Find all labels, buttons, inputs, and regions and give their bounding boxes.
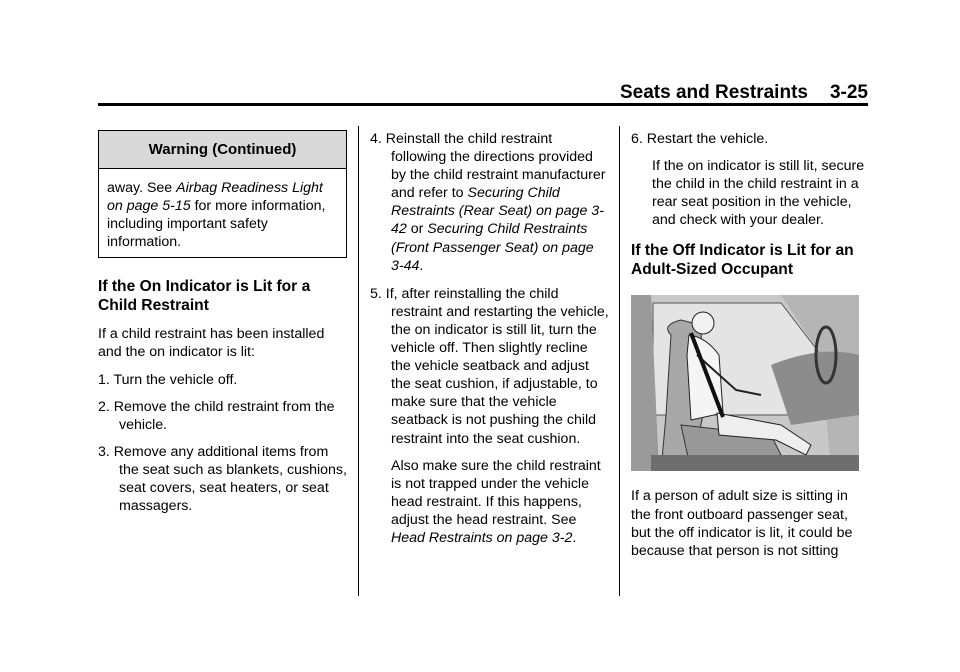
warning-link[interactable]: Airbag Readiness Light on page 5-15 <box>107 180 323 215</box>
step-5: 5. If, after reinstalling the child restraint and restarting the vehicle, the on indicator is still lit, turn the vehicle off. Then slightly recline the vehicle seatback and adjust the seat cushion, if adjustable, to make sure that the vehicle seatback is not pushing the child restraint into the seat cushion. <box>370 285 609 447</box>
step-6: 6. Restart the vehicle. <box>631 131 769 147</box>
header-rule <box>98 103 868 106</box>
occupant-illustration <box>631 295 859 471</box>
warning-text: away. See <box>107 180 177 196</box>
step-4-or: or <box>406 221 428 238</box>
step-4-period: . <box>419 257 424 274</box>
warning-body <box>99 169 346 257</box>
step-5-note-period: . <box>572 529 577 546</box>
step-2: 2. Remove the child restraint from the vehicle. <box>98 398 335 433</box>
step-3: 3. Remove any additional items from the seat such as blankets, cushions, seat covers, seat heaters, or seat massagers. <box>98 443 347 515</box>
column-1 <box>98 130 348 515</box>
running-header <box>98 82 868 104</box>
page-number: 3-25 <box>829 82 868 103</box>
after-figure-paragraph: If a person of adult size is sitting in the front outboard passenger seat, but the off indicator is lit, it could be because that person is not sitting <box>631 488 853 559</box>
column-divider-2 <box>619 126 620 596</box>
step-5-note-text: Also make sure the child restraint is not trapped under the vehicle head restraint. If this happens, adjust the head restraint. See <box>391 457 601 528</box>
intro-paragraph: If a child restraint has been installed and the on indicator is lit: <box>98 326 325 361</box>
warning-title: Warning (Continued) <box>99 131 346 169</box>
step-5-note <box>370 457 610 547</box>
link-front-seat[interactable]: Securing Child Restraints (Front Passenger Seat) on page 3-44 <box>391 221 594 274</box>
step-6-note: If the on indicator is still lit, secure the child in the child restraint in a rear seat position in the vehicle, and check with your dealer. <box>652 158 865 229</box>
warning-text-2: for more information, including important safety information. <box>107 198 326 251</box>
link-rear-seat[interactable]: Securing Child Restraints (Rear Seat) on page 3-42 <box>391 185 604 238</box>
step-1: 1. Turn the vehicle off. <box>98 371 238 388</box>
section-heading-off-indicator: If the Off Indicator is Lit for an Adult-Sized Occupant <box>631 242 854 279</box>
section-title: Seats and Restraints <box>620 82 808 103</box>
column-3 <box>631 130 871 560</box>
link-head-restraints[interactable]: Head Restraints on page 3-2 <box>391 529 573 546</box>
step-4 <box>370 130 610 275</box>
passenger-seat-illustration <box>631 295 859 471</box>
column-2 <box>370 130 610 547</box>
section-heading-on-indicator: If the On Indicator is Lit for a Child Restraint <box>98 278 311 315</box>
warning-box <box>98 130 347 258</box>
column-divider-1 <box>358 126 359 596</box>
step-4-text: 4. Reinstall the child restraint following the directions provided by the child restraint manufacturer and refer to <box>370 131 606 202</box>
